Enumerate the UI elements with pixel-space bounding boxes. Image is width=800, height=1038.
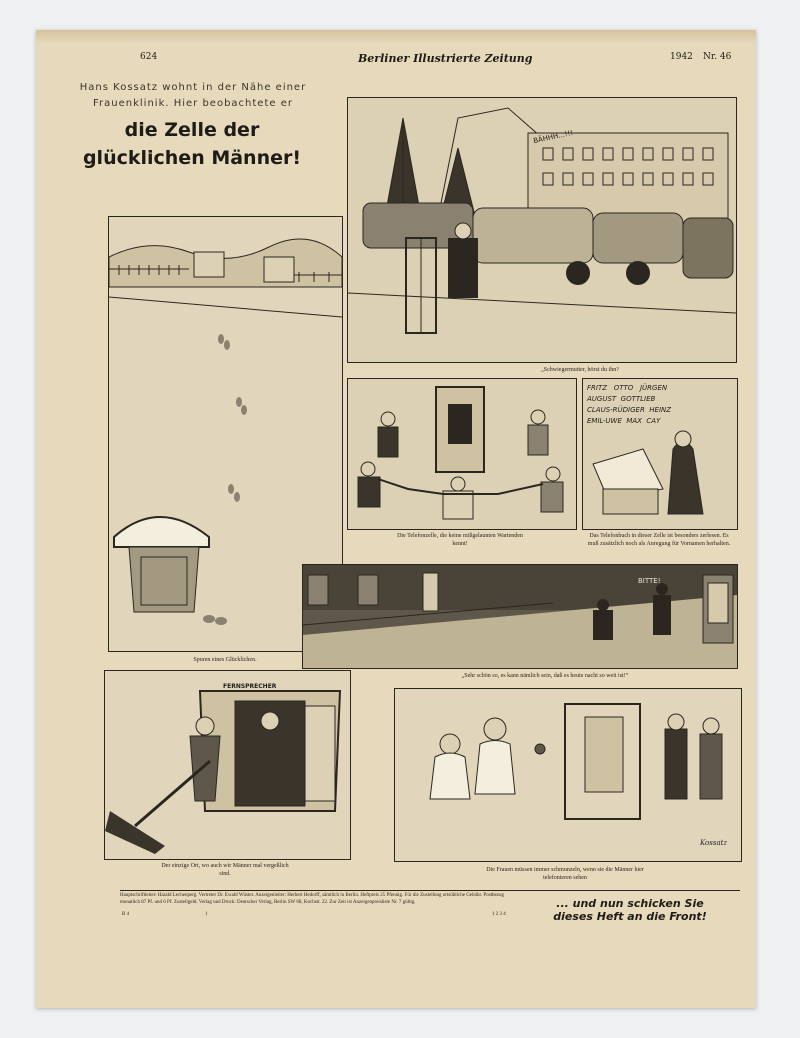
sign-fernsprecher: FERNSPRECHER [223, 683, 277, 690]
name-juergen: JÜRGEN [639, 384, 668, 392]
headline-line-1: die Zelle der [124, 119, 260, 141]
name-heinz: HEINZ [649, 406, 672, 414]
print-code-right: 1 2 3 4 [492, 912, 506, 917]
masthead: Berliner Illustrierte Zeitung [358, 52, 533, 65]
name-gottlieb: GOTTLIEB [620, 395, 656, 403]
name-fritz: FRITZ [587, 384, 608, 392]
cartoon-crowd [347, 378, 577, 530]
name-claus-ruediger: CLAUS-RÜDIGER [587, 406, 645, 414]
issue-number: Nr. 46 [703, 52, 732, 62]
name-august: AUGUST [587, 395, 617, 403]
cartoon-sweeping-man [104, 670, 351, 860]
cartoon-women-laughing [394, 688, 742, 862]
night-drawing [303, 565, 737, 668]
imprint-text: Hauptschriftleiter: Harald Lechenperg. Vertreter Dr. Ewald Wüster. Anzeigenleiter: Herbert Hedorff, sämtlich in Berlin. Heftpreis 25 Pfennig. Für die Zustellung ortsübliche Gebühr. Postbezug monatlich 87 Pf. und 6 Pf. Zustellgeld. Verlag und Druck: Deutscher Verlag, Berlin SW 68, Kochstr. 22. Zur Zeit ist Anzeigenpreisliste Nr. 7 gültig. [120, 893, 504, 905]
caption-snow: Spuren eines Glücklichen. [193, 657, 257, 663]
slogan-line-2: dieses Heft an die Front! [553, 910, 707, 923]
name-cay: CAY [646, 417, 661, 425]
names-list [587, 383, 733, 427]
cartoon-phonebook [582, 378, 738, 530]
slogan-line-1: ... und nun schicken Sie [556, 897, 704, 910]
artist-signature: Kossatz [700, 839, 728, 847]
caption-phonebook: Das Telefonbuch in dieser Zelle ist besonders zerlesen. Es muß zusätzlich noch als Anregung für Vornamen herhalten. [587, 533, 731, 547]
issue-year: 1942 [670, 52, 693, 62]
intro-text: Hans Kossatz wohnt in der Nähe einer Frauenklinik. Hier beobachtete er [79, 82, 307, 109]
page-number: 624 [140, 52, 158, 62]
cartoon-night-scene [302, 564, 738, 669]
print-code-mid: 1 [205, 912, 208, 917]
speech-baehhh: BÄHHH...!!! [532, 128, 574, 146]
name-emil-uwe: EMIL-UWE [587, 417, 622, 425]
headline-line-2: glücklichen Männer! [82, 147, 302, 169]
name-otto: OTTO [613, 384, 634, 392]
women-drawing [395, 689, 741, 861]
caption-night: „Sehr schön so, es kann nämlich sein, daß es heute nacht so weit ist!“ [461, 673, 629, 679]
caption-crowd: Die Telefonzelle, die keine mißgelaunten Wartenden kennt! [397, 533, 523, 547]
front-slogan [530, 897, 730, 923]
sweeping-drawing [105, 671, 350, 859]
page-top-shading [36, 30, 756, 44]
caption-city: „Schwiegermutter, hörst du ihn? [541, 367, 619, 373]
footer-rule [120, 890, 740, 891]
crowd-drawing [348, 379, 576, 529]
headline [72, 116, 312, 172]
caption-sweep: Der einzige Ort, wo auch wir Männer mal vergeßlich sind. [161, 863, 289, 877]
name-max: MAX [626, 417, 642, 425]
print-code-left: B 4 [122, 912, 130, 917]
caption-women: Die Frauen müssen immer schmunzeln, wenn sie die Männer hier telefonieren sehen [486, 867, 644, 881]
cartoon-city-street [347, 97, 737, 363]
speech-bitte: BITTE! [638, 577, 661, 585]
